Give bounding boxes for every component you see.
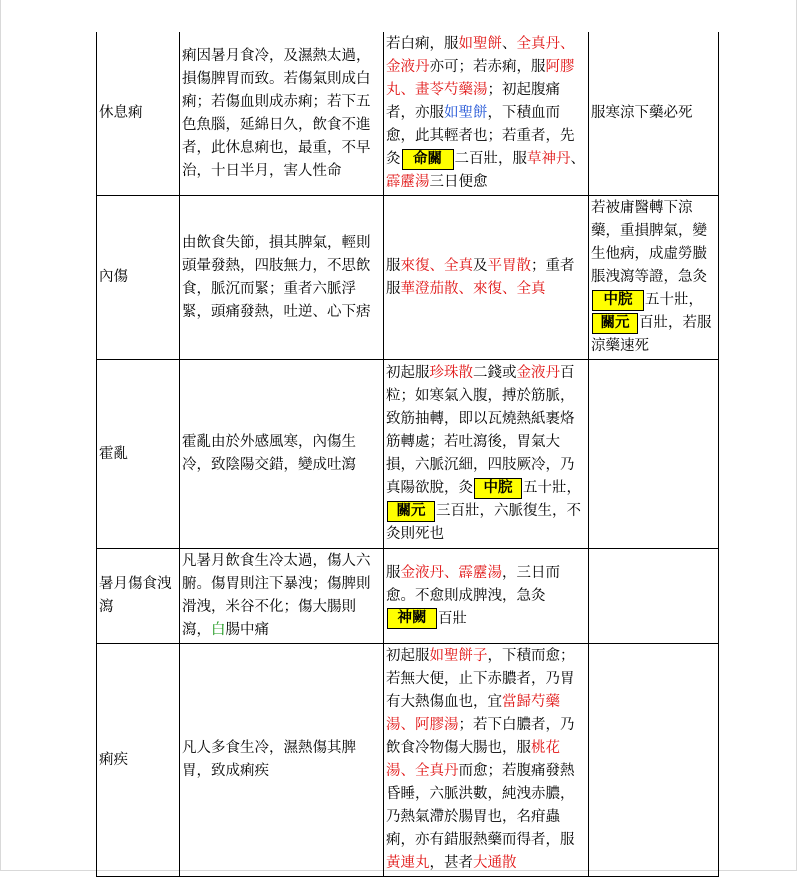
text: 亦可；若赤痢，服 <box>429 59 546 75</box>
disease-name-cell: 痢疾 <box>97 644 180 877</box>
text: 三百壯，六脈復生，不灸則死也 <box>386 503 581 542</box>
text: 、 <box>570 151 585 167</box>
remedy-name: 金液丹 <box>516 365 560 381</box>
acupoint-label: 關元 <box>387 501 435 522</box>
text: 初起服 <box>386 648 430 664</box>
table-row <box>97 360 719 549</box>
remedy-name: 黃連丸 <box>386 855 430 871</box>
remedy-name: 全真丹 <box>415 763 459 779</box>
text: 五十壯， <box>523 480 581 496</box>
remedy-name: 草神丹 <box>527 151 571 167</box>
table-row <box>97 196 719 360</box>
mistreatment-cell <box>589 196 719 360</box>
disease-table <box>96 32 719 877</box>
text: ；若下白膿者，乃飲食冷物傷大腸也，服 <box>386 717 575 756</box>
text: 凡暑月飲食生冷太過，傷人六腑。傷胃則注下暴洩；傷脾則滑洩，米谷不化；傷大腸則瀉， <box>182 553 371 638</box>
remedy-name: 全真丹 <box>516 36 560 52</box>
mistreatment-cell: 服寒涼下藥必死 <box>589 32 719 196</box>
text: 腸中痛 <box>225 622 269 638</box>
remedy-name: 霹靂湯 <box>386 174 430 190</box>
cause-cell: 由飲食失節，損其脾氣，輕則頭暈發熱，四肢無力，不思飲食，脈沉而緊；重者六脈浮緊，頭痛發熱，吐逆、心下痞 <box>180 196 384 360</box>
text: 、 <box>400 717 415 733</box>
remedy-name: 當歸芍藥湯 <box>386 694 560 733</box>
text: 、 <box>400 82 415 98</box>
table-row <box>97 32 719 196</box>
text: ；重者服 <box>386 257 575 297</box>
remedy-name: 畫苓芍藥湯 <box>415 82 488 98</box>
treatment-cell <box>384 644 589 877</box>
cause-cell: 霍亂由於外感風寒，內傷生冷，致陰陽交錯，變成吐瀉 <box>180 360 384 549</box>
cause-cell: 痢因暑月食冷，及濕熱太過，損傷脾胃而致。若傷氣則成白痢；若傷血則成赤痢；若下五色魚腦，延綿日久，飲食不進者，此休息痢也，最重，不早治，十日半月，害人性命 <box>180 32 384 196</box>
table-row <box>97 644 719 877</box>
text: 及 <box>473 257 488 274</box>
remedy-name: 霹靂湯 <box>458 564 502 581</box>
remedy-name: 平胃散 <box>487 257 531 274</box>
acupoint-label: 中脘 <box>592 290 644 311</box>
text: 若被庸醫轉下涼藥，重損脾氣，變生他病，成虛勞臌脹洩瀉等證，急灸 <box>591 200 707 285</box>
text: 百壯 <box>438 610 467 627</box>
acupoint-label: 命關 <box>402 149 454 170</box>
treatment-cell <box>384 360 589 549</box>
mistreatment-cell <box>589 644 719 877</box>
treatment-cell <box>384 32 589 196</box>
text: 、 <box>444 564 459 581</box>
text: ，三日而愈。不愈則成脾洩，急灸 <box>386 564 560 604</box>
text: 初起服 <box>386 365 430 381</box>
remedy-name: 桃花湯 <box>386 740 560 779</box>
text: 、 <box>502 36 517 52</box>
remedy-name: 阿膠湯 <box>415 717 459 733</box>
text: 五十壯， <box>645 292 703 308</box>
text: 三日便愈 <box>429 174 488 190</box>
table-row <box>97 549 719 644</box>
text: 、 <box>560 36 575 52</box>
text: 服 <box>386 257 401 274</box>
remedy-name: 金液丹 <box>400 564 444 581</box>
remedy-name: 如聖餅 <box>444 105 488 121</box>
text: 、 <box>400 763 415 779</box>
text: 百壯，若服涼藥速死 <box>591 315 712 354</box>
remedy-name: 金液丹 <box>386 59 430 75</box>
remedy-name: 全真 <box>444 257 473 274</box>
text: 百粒；如寒氣入腹，搏於筋脈，致筋抽轉，即以瓦燒熱紙裹烙筋轉處；若吐瀉後，胃氣大損，六脈沉細，四肢厥冷，乃真陽欲脫，灸 <box>386 365 575 496</box>
text: 二錢或 <box>473 365 517 381</box>
acupoint-label: 神闕 <box>387 608 437 629</box>
text: 、 <box>458 280 473 297</box>
disease-name-cell: 暑月傷食洩瀉 <box>97 549 180 644</box>
text: 若白痢，服 <box>386 36 459 52</box>
acupoint-label: 關元 <box>592 313 638 334</box>
remedy-name: 阿膠丸 <box>386 59 575 98</box>
acupoint-label: 中脘 <box>474 478 522 499</box>
remedy-name: 來復 <box>400 257 430 274</box>
treatment-cell <box>384 196 589 360</box>
text: ；初起腹痛者，亦服 <box>386 82 560 121</box>
text: ，甚者 <box>429 855 473 871</box>
remedy-name: 華澄茄散 <box>400 280 459 297</box>
treatment-cell <box>384 549 589 644</box>
disease-name-cell: 內傷 <box>97 196 180 360</box>
text: 二百壯，服 <box>454 151 527 167</box>
text: 服 <box>386 564 401 581</box>
remedy-name: 珍珠散 <box>429 365 473 381</box>
disease-name-cell: 霍亂 <box>97 360 180 549</box>
mistreatment-cell <box>589 360 719 549</box>
text: 而愈；若腹痛發熱昏睡，六脈洪數，純洩赤膿，乃熱氣滯於腸胃也，名疳蟲痢，亦有錯服熱藥而得者，服 <box>386 763 575 848</box>
cause-cell <box>180 549 384 644</box>
remedy-name: 來復 <box>473 280 502 297</box>
remedy-name: 如聖餅子 <box>429 648 488 664</box>
remedy-name: 大通散 <box>473 855 517 871</box>
text: ，下積而愈；若無大便，止下赤膿者，乃胃有大熱傷血也，宜 <box>386 648 575 710</box>
remedy-name: 全真 <box>516 280 546 297</box>
remedy-name: 如聖餅 <box>458 36 502 52</box>
text: 、 <box>429 257 444 274</box>
text: 、 <box>502 280 517 297</box>
disease-name-cell: 休息痢 <box>97 32 180 196</box>
mistreatment-cell <box>589 549 719 644</box>
text: 白 <box>211 622 226 638</box>
text: ，下積血而愈，此其輕者也；若重者，先灸 <box>386 105 575 167</box>
cause-cell: 凡人多食生冷，濕熱傷其脾胃，致成痢疾 <box>180 644 384 877</box>
